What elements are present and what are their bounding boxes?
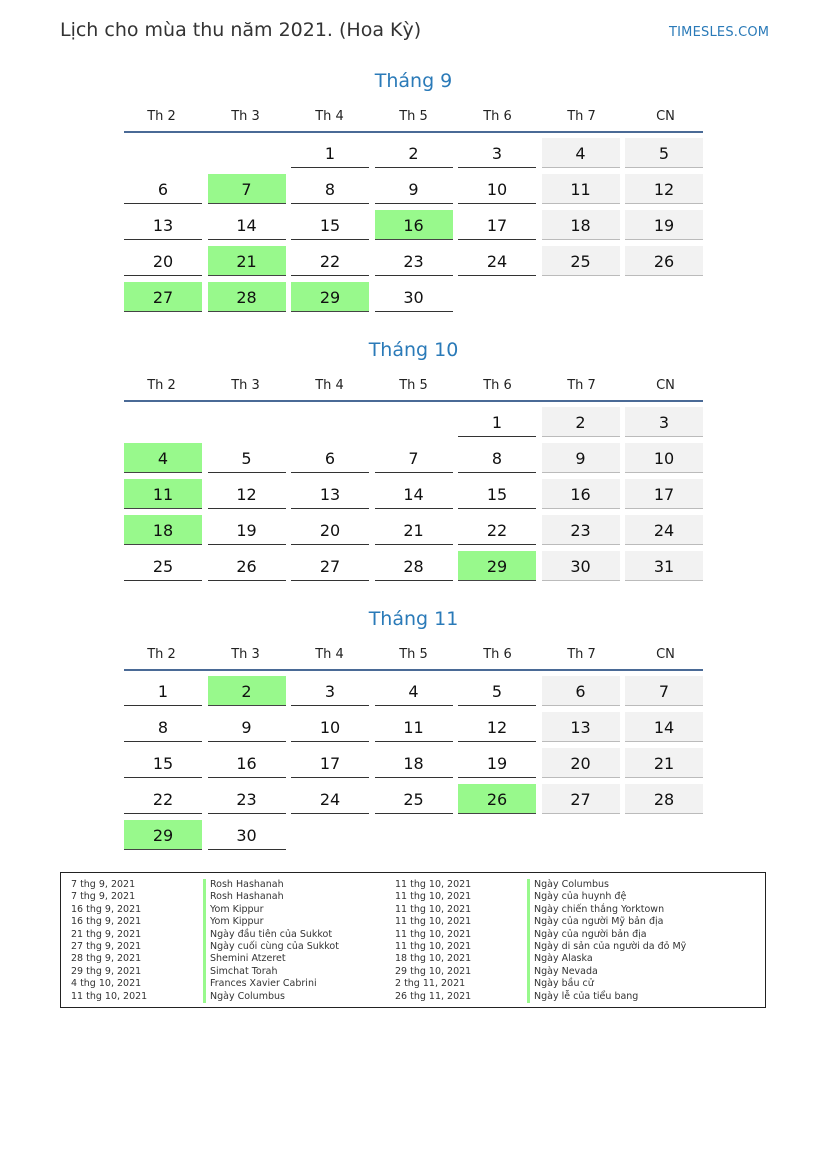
legend-holiday-name: Ngày di sản của người da đỏ Mỹ — [527, 941, 686, 953]
legend-row — [395, 891, 686, 903]
legend-holiday-name: Shemini Atzeret — [203, 953, 286, 965]
weekday-label: Th 4 — [315, 647, 344, 662]
day-cell: 1 — [291, 138, 369, 168]
weekday-label: Th 7 — [567, 378, 596, 393]
day-cell: 27 — [542, 784, 620, 814]
day-cell: 9 — [208, 712, 286, 742]
day-cell: 8 — [291, 174, 369, 204]
day-cell: 12 — [625, 174, 703, 204]
legend-holiday-name: Yom Kippur — [203, 916, 263, 928]
holiday-day-cell: 2 — [208, 676, 286, 706]
week-row — [124, 246, 703, 282]
day-cell: 5 — [625, 138, 703, 168]
month-title: Tháng 10 — [368, 339, 459, 361]
weekday-label: CN — [656, 378, 675, 393]
legend-row — [395, 929, 686, 941]
day-cell: 31 — [625, 551, 703, 581]
header-rule — [124, 669, 703, 671]
empty-day-cell — [291, 820, 369, 850]
legend-holiday-name: Ngày Alaska — [527, 953, 593, 965]
legend-row — [395, 916, 686, 928]
holiday-day-cell: 11 — [124, 479, 202, 509]
weekday-label: Th 5 — [399, 647, 428, 662]
legend-date: 11 thg 10, 2021 — [71, 990, 148, 1002]
week-row — [124, 712, 703, 748]
legend-row — [71, 966, 339, 978]
legend-row — [71, 879, 339, 891]
day-cell: 4 — [375, 676, 453, 706]
month-2 — [124, 337, 703, 587]
day-cell: 13 — [542, 712, 620, 742]
day-cell: 16 — [208, 748, 286, 778]
weekday-label: Th 3 — [231, 647, 260, 662]
weekday-label: Th 6 — [483, 109, 512, 124]
holiday-day-cell: 4 — [124, 443, 202, 473]
legend-row — [395, 879, 686, 891]
day-cell: 3 — [458, 138, 536, 168]
day-cell: 7 — [375, 443, 453, 473]
day-cell: 18 — [542, 210, 620, 240]
legend-holiday-name: Rosh Hashanah — [203, 879, 284, 891]
legend-row — [395, 953, 686, 965]
month-1 — [124, 68, 703, 318]
empty-day-cell — [625, 282, 703, 312]
day-cell: 23 — [208, 784, 286, 814]
day-cell: 15 — [458, 479, 536, 509]
legend-holiday-name: Rosh Hashanah — [203, 891, 284, 903]
week-row — [124, 443, 703, 479]
holiday-day-cell: 16 — [375, 210, 453, 240]
legend-date: 16 thg 9, 2021 — [71, 916, 142, 928]
day-cell: 23 — [375, 246, 453, 276]
week-row — [124, 407, 703, 443]
day-cell: 1 — [124, 676, 202, 706]
legend-row — [71, 929, 339, 941]
legend-holiday-name: Simchat Torah — [203, 966, 277, 978]
legend-row — [395, 978, 686, 990]
month-grid — [124, 407, 703, 587]
empty-day-cell — [208, 407, 286, 437]
day-cell: 9 — [375, 174, 453, 204]
weekday-header — [124, 376, 703, 400]
holiday-day-cell: 29 — [291, 282, 369, 312]
holiday-legend — [60, 872, 766, 1008]
weekday-label: Th 5 — [399, 109, 428, 124]
day-cell: 24 — [625, 515, 703, 545]
day-cell: 30 — [208, 820, 286, 850]
weekday-label: Th 5 — [399, 378, 428, 393]
week-row — [124, 515, 703, 551]
legend-date: 2 thg 11, 2021 — [395, 978, 466, 990]
weekday-label: CN — [656, 109, 675, 124]
legend-row — [71, 891, 339, 903]
legend-date: 11 thg 10, 2021 — [395, 916, 472, 928]
day-cell: 19 — [458, 748, 536, 778]
weekday-header — [124, 107, 703, 131]
week-row — [124, 784, 703, 820]
day-cell: 11 — [542, 174, 620, 204]
day-cell: 24 — [458, 246, 536, 276]
week-row — [124, 676, 703, 712]
legend-date: 11 thg 10, 2021 — [395, 928, 472, 940]
legend-row — [71, 904, 339, 916]
day-cell: 23 — [542, 515, 620, 545]
day-cell: 19 — [625, 210, 703, 240]
weekday-label: Th 4 — [315, 378, 344, 393]
week-row — [124, 282, 703, 318]
day-cell: 17 — [625, 479, 703, 509]
weekday-label: Th 2 — [147, 378, 176, 393]
holiday-day-cell: 27 — [124, 282, 202, 312]
legend-holiday-name: Ngày cuối cùng của Sukkot — [203, 941, 339, 953]
legend-date: 18 thg 10, 2021 — [395, 953, 472, 965]
day-cell: 24 — [291, 784, 369, 814]
legend-column-right — [395, 879, 686, 1003]
holiday-day-cell: 18 — [124, 515, 202, 545]
legend-date: 4 thg 10, 2021 — [71, 978, 142, 990]
empty-day-cell — [375, 820, 453, 850]
legend-holiday-name: Ngày bầu cử — [527, 978, 594, 990]
weekday-label: CN — [656, 647, 675, 662]
day-cell: 14 — [375, 479, 453, 509]
day-cell: 26 — [625, 246, 703, 276]
day-cell: 10 — [291, 712, 369, 742]
page-title: Lịch cho mùa thu năm 2021. (Hoa Kỳ) — [60, 19, 422, 41]
legend-column-left — [71, 879, 339, 1003]
legend-holiday-name: Ngày chiến thắng Yorktown — [527, 904, 664, 916]
day-cell: 15 — [124, 748, 202, 778]
legend-date: 16 thg 9, 2021 — [71, 903, 142, 915]
legend-holiday-name: Yom Kippur — [203, 904, 263, 916]
day-cell: 25 — [375, 784, 453, 814]
weekday-label: Th 2 — [147, 647, 176, 662]
legend-date: 29 thg 10, 2021 — [395, 965, 472, 977]
day-cell: 14 — [625, 712, 703, 742]
legend-date: 28 thg 9, 2021 — [71, 953, 142, 965]
day-cell: 19 — [208, 515, 286, 545]
weekday-label: Th 6 — [483, 378, 512, 393]
legend-row — [395, 966, 686, 978]
day-cell: 30 — [542, 551, 620, 581]
empty-day-cell — [291, 407, 369, 437]
month-title: Tháng 11 — [368, 608, 459, 630]
weekday-label: Th 2 — [147, 109, 176, 124]
day-cell: 5 — [458, 676, 536, 706]
week-row — [124, 479, 703, 515]
day-cell: 13 — [124, 210, 202, 240]
empty-day-cell — [542, 282, 620, 312]
legend-row — [71, 941, 339, 953]
day-cell: 10 — [458, 174, 536, 204]
day-cell: 22 — [124, 784, 202, 814]
legend-date: 11 thg 10, 2021 — [395, 879, 472, 890]
day-cell: 20 — [291, 515, 369, 545]
empty-day-cell — [625, 820, 703, 850]
day-cell: 3 — [625, 407, 703, 437]
legend-holiday-name: Ngày Nevada — [527, 966, 598, 978]
day-cell: 13 — [291, 479, 369, 509]
holiday-day-cell: 28 — [208, 282, 286, 312]
legend-date: 7 thg 9, 2021 — [71, 879, 136, 890]
day-cell: 25 — [124, 551, 202, 581]
legend-row — [395, 991, 686, 1003]
day-cell: 20 — [124, 246, 202, 276]
legend-holiday-name: Ngày đầu tiên của Sukkot — [203, 929, 332, 941]
day-cell: 3 — [291, 676, 369, 706]
legend-row — [71, 916, 339, 928]
day-cell: 2 — [375, 138, 453, 168]
day-cell: 18 — [375, 748, 453, 778]
empty-day-cell — [458, 820, 536, 850]
legend-date: 7 thg 9, 2021 — [71, 891, 136, 903]
weekday-label: Th 7 — [567, 647, 596, 662]
legend-holiday-name: Ngày lễ của tiểu bang — [527, 991, 638, 1003]
day-cell: 16 — [542, 479, 620, 509]
legend-date: 21 thg 9, 2021 — [71, 928, 142, 940]
legend-holiday-name: Ngày của huynh đệ — [527, 891, 626, 903]
day-cell: 8 — [458, 443, 536, 473]
day-cell: 30 — [375, 282, 453, 312]
legend-date: 27 thg 9, 2021 — [71, 940, 142, 952]
month-grid — [124, 138, 703, 318]
weekday-label: Th 3 — [231, 109, 260, 124]
day-cell: 25 — [542, 246, 620, 276]
header-rule — [124, 131, 703, 133]
day-cell: 1 — [458, 407, 536, 437]
day-cell: 21 — [375, 515, 453, 545]
day-cell: 21 — [625, 748, 703, 778]
legend-date: 29 thg 9, 2021 — [71, 965, 142, 977]
holiday-day-cell: 29 — [124, 820, 202, 850]
day-cell: 28 — [375, 551, 453, 581]
weekday-label: Th 7 — [567, 109, 596, 124]
week-row — [124, 820, 703, 856]
legend-row — [395, 941, 686, 953]
day-cell: 6 — [542, 676, 620, 706]
day-cell: 2 — [542, 407, 620, 437]
day-cell: 20 — [542, 748, 620, 778]
month-title: Tháng 9 — [374, 70, 453, 92]
empty-day-cell — [124, 138, 202, 168]
empty-day-cell — [208, 138, 286, 168]
legend-holiday-name: Ngày Columbus — [203, 991, 285, 1003]
holiday-day-cell: 29 — [458, 551, 536, 581]
legend-date: 11 thg 10, 2021 — [395, 903, 472, 915]
holiday-day-cell: 21 — [208, 246, 286, 276]
legend-holiday-name: Ngày Columbus — [527, 879, 609, 891]
day-cell: 6 — [124, 174, 202, 204]
day-cell: 17 — [291, 748, 369, 778]
day-cell: 28 — [625, 784, 703, 814]
day-cell: 14 — [208, 210, 286, 240]
week-row — [124, 174, 703, 210]
month-grid — [124, 676, 703, 856]
day-cell: 26 — [208, 551, 286, 581]
day-cell: 5 — [208, 443, 286, 473]
legend-row — [395, 904, 686, 916]
day-cell: 4 — [542, 138, 620, 168]
legend-date: 11 thg 10, 2021 — [395, 891, 472, 903]
day-cell: 12 — [208, 479, 286, 509]
day-cell: 27 — [291, 551, 369, 581]
day-cell: 11 — [375, 712, 453, 742]
day-cell: 7 — [625, 676, 703, 706]
header-rule — [124, 400, 703, 402]
empty-day-cell — [458, 282, 536, 312]
holiday-day-cell: 7 — [208, 174, 286, 204]
legend-row — [71, 978, 339, 990]
legend-holiday-name: Ngày của người Mỹ bản địa — [527, 916, 663, 928]
day-cell: 22 — [458, 515, 536, 545]
day-cell: 17 — [458, 210, 536, 240]
empty-day-cell — [375, 407, 453, 437]
week-row — [124, 138, 703, 174]
day-cell: 6 — [291, 443, 369, 473]
week-row — [124, 551, 703, 587]
legend-date: 26 thg 11, 2021 — [395, 990, 472, 1002]
day-cell: 12 — [458, 712, 536, 742]
legend-row — [71, 991, 339, 1003]
weekday-label: Th 4 — [315, 109, 344, 124]
week-row — [124, 748, 703, 784]
day-cell: 9 — [542, 443, 620, 473]
day-cell: 15 — [291, 210, 369, 240]
weekday-header — [124, 645, 703, 669]
day-cell: 8 — [124, 712, 202, 742]
week-row — [124, 210, 703, 246]
holiday-day-cell: 26 — [458, 784, 536, 814]
legend-holiday-name: Frances Xavier Cabrini — [203, 978, 317, 990]
site-link[interactable]: TIMESLES.COM — [669, 25, 770, 40]
weekday-label: Th 3 — [231, 378, 260, 393]
empty-day-cell — [542, 820, 620, 850]
day-cell: 10 — [625, 443, 703, 473]
weekday-label: Th 6 — [483, 647, 512, 662]
legend-date: 11 thg 10, 2021 — [395, 940, 472, 952]
month-3 — [124, 606, 703, 856]
legend-holiday-name: Ngày của người bản địa — [527, 929, 647, 941]
empty-day-cell — [124, 407, 202, 437]
day-cell: 22 — [291, 246, 369, 276]
legend-row — [71, 953, 339, 965]
